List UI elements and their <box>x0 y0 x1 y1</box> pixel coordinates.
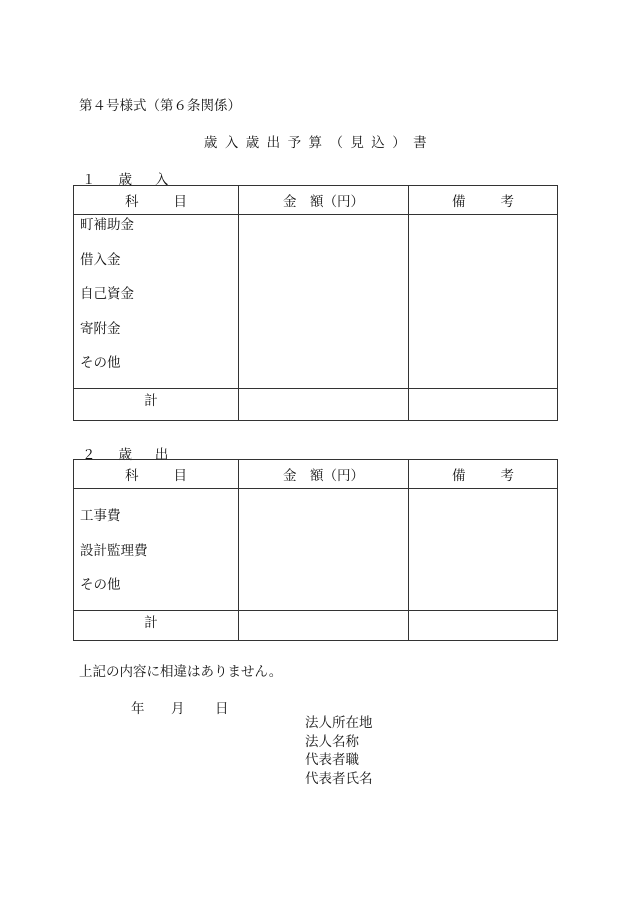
expenditure-heading: ２ 歳 出 <box>82 447 174 463</box>
expenditure-total-label-cell: 計 <box>74 610 239 640</box>
revenue-total-label-cell: 計 <box>74 389 239 421</box>
representative-name-label: 代表者氏名 <box>305 770 373 787</box>
document-title: 歳入歳出予算（見込）書 <box>203 135 435 151</box>
expenditure-total-remarks-cell[interactable] <box>409 610 558 640</box>
expenditure-subject-cell <box>74 489 239 611</box>
subject-header: 科目 <box>74 460 239 489</box>
revenue-item-list <box>74 215 238 388</box>
expenditure-items-row <box>74 489 558 611</box>
date-month-label: 月 <box>171 701 185 717</box>
corporate-name-label: 法人名称 <box>305 733 359 750</box>
revenue-total-amount-cell[interactable] <box>239 389 409 421</box>
revenue-amount-cell[interactable] <box>239 215 409 389</box>
revenue-header-row <box>74 186 558 215</box>
list-item: 寄附金 <box>80 320 121 337</box>
revenue-table <box>73 185 558 421</box>
signatory-block <box>305 714 373 788</box>
representative-title-label: 代表者職 <box>305 752 359 768</box>
list-item: 町補助金 <box>80 217 134 233</box>
revenue-subject-cell <box>74 215 239 389</box>
revenue-remarks-cell[interactable] <box>409 215 558 389</box>
date-line <box>131 697 229 717</box>
corporate-address-label: 法人所在地 <box>305 715 373 731</box>
revenue-total-row <box>74 389 558 421</box>
remarks-header: 備考 <box>409 460 558 489</box>
list-item: 借入金 <box>80 251 121 268</box>
expenditure-header-row <box>74 460 558 489</box>
amount-header: 金 額（円） <box>239 460 409 489</box>
list-item: 設計監理費 <box>80 542 148 559</box>
revenue-total-remarks-cell[interactable] <box>409 389 558 421</box>
expenditure-remarks-cell[interactable] <box>409 489 558 611</box>
revenue-items-row <box>74 215 558 389</box>
expenditure-amount-cell[interactable] <box>239 489 409 611</box>
remarks-header: 備考 <box>409 186 558 215</box>
list-item: 自己資金 <box>80 286 134 303</box>
subject-header: 科目 <box>74 186 239 215</box>
expenditure-total-row <box>74 610 558 640</box>
certification-statement: 上記の内容に相違はありません。 <box>79 664 283 680</box>
revenue-heading: １ 歳 入 <box>82 172 174 188</box>
amount-header: 金 額（円） <box>239 186 409 215</box>
expenditure-item-list <box>74 489 238 610</box>
expenditure-table <box>73 459 558 641</box>
list-item: 工事費 <box>80 508 121 524</box>
list-item: その他 <box>80 355 121 372</box>
form-number: 第４号様式（第６条関係） <box>79 98 241 114</box>
list-item: その他 <box>80 577 121 594</box>
date-year-label: 年 <box>131 701 145 717</box>
expenditure-total-amount-cell[interactable] <box>239 610 409 640</box>
date-day-label: 日 <box>215 701 229 717</box>
